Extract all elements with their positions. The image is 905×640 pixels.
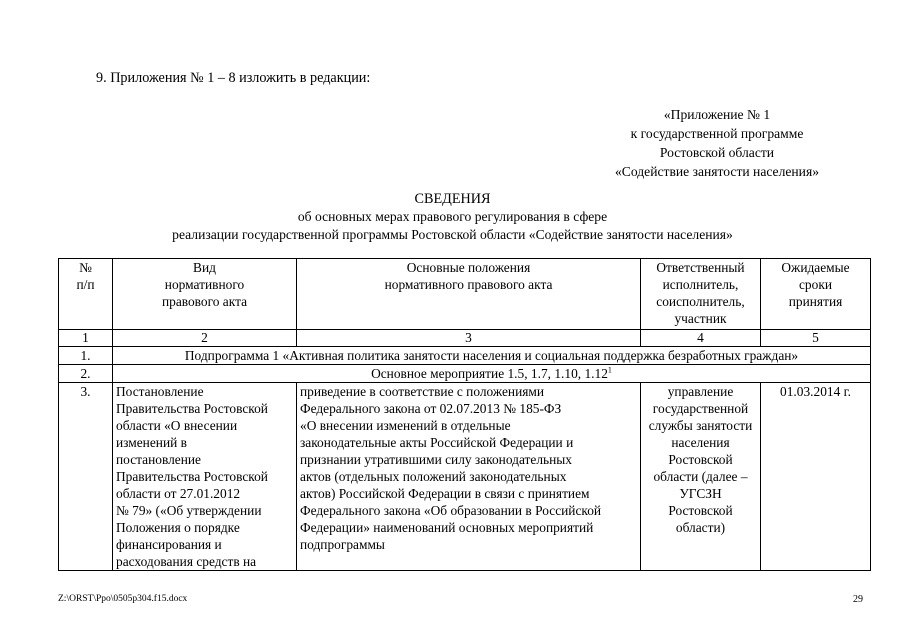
appendix-line: к государственной программе xyxy=(630,126,804,141)
provisions-cell: приведение в соответствие с положениями Федерального закона от 02.07.2013 № 185-ФЗ «О внесении изменений в отдельные законодательные акты Российской Федерации и признании утратившими силу законодательных актов (отдельных положений законодательных актов) Российской Федерации в связи с принятием Федерального закона «Об образовании в Российской Федерации» наименований основных мероприятий подпрограммы xyxy=(297,383,641,571)
footer-file-path: Z:\ORST\Ppo\0505p304.f15.docx xyxy=(58,594,188,604)
index-cell: 1 xyxy=(59,330,113,347)
heading-line-2: реализации государственной программы Ростовской области «Содействие занятости населения» xyxy=(172,227,733,242)
term-cell: 01.03.2014 г. xyxy=(761,383,871,571)
row-num: 1. xyxy=(59,347,113,365)
main-activity xyxy=(113,365,871,383)
table-header-row xyxy=(59,259,871,330)
act-type-cell: Постановление Правительства Ростовской области «О внесении изменений в постановление Правительства Ростовской области от 27.01.2012 № 79» («Об утверждении Положения о порядке финансирования и расходования средств на xyxy=(113,383,297,571)
executor-cell: управление государственной службы занятости населения Ростовской области (далее – УГСЗН Ростовской области) xyxy=(641,383,761,571)
header-terms: Ожидаемые сроки принятия xyxy=(761,259,871,330)
index-cell: 3 xyxy=(297,330,641,347)
row-num: 3. xyxy=(59,383,113,571)
header-provisions: Основные положения нормативного правового акта xyxy=(297,259,641,330)
appendix-line: Ростовской области xyxy=(659,145,775,160)
index-cell: 2 xyxy=(113,330,297,347)
table-index-row xyxy=(59,330,871,347)
heading-line-1: об основных мерах правового регулирования в сфере xyxy=(297,209,608,224)
table-row xyxy=(59,365,871,383)
subprogram-title: Подпрограмма 1 «Активная политика занятости населения и социальная поддержка безработных граждан» xyxy=(113,347,871,365)
measures-table xyxy=(58,258,871,571)
header-executor: Ответственный исполнитель, соисполнитель, участник xyxy=(641,259,761,330)
footnote-marker: 1 xyxy=(607,365,612,375)
index-cell: 4 xyxy=(641,330,761,347)
row-num: 2. xyxy=(59,365,113,383)
main-activity-text: Основное мероприятие 1.5, 1.7, 1.10, 1.12 xyxy=(371,366,608,381)
index-cell: 5 xyxy=(761,330,871,347)
intro-paragraph: 9. Приложения № 1 – 8 изложить в редакции: xyxy=(96,70,371,86)
appendix-header xyxy=(567,105,867,181)
heading-title: СВЕДЕНИЯ xyxy=(414,191,491,207)
appendix-line: «Приложение № 1 xyxy=(663,107,771,122)
table-row xyxy=(59,383,871,571)
footer-page-number: 29 xyxy=(853,594,863,605)
document-heading xyxy=(0,190,905,244)
appendix-line: «Содействие занятости населения» xyxy=(614,164,820,179)
header-num: № п/п xyxy=(59,259,113,330)
table-row xyxy=(59,347,871,365)
header-act-type: Вид нормативного правового акта xyxy=(113,259,297,330)
